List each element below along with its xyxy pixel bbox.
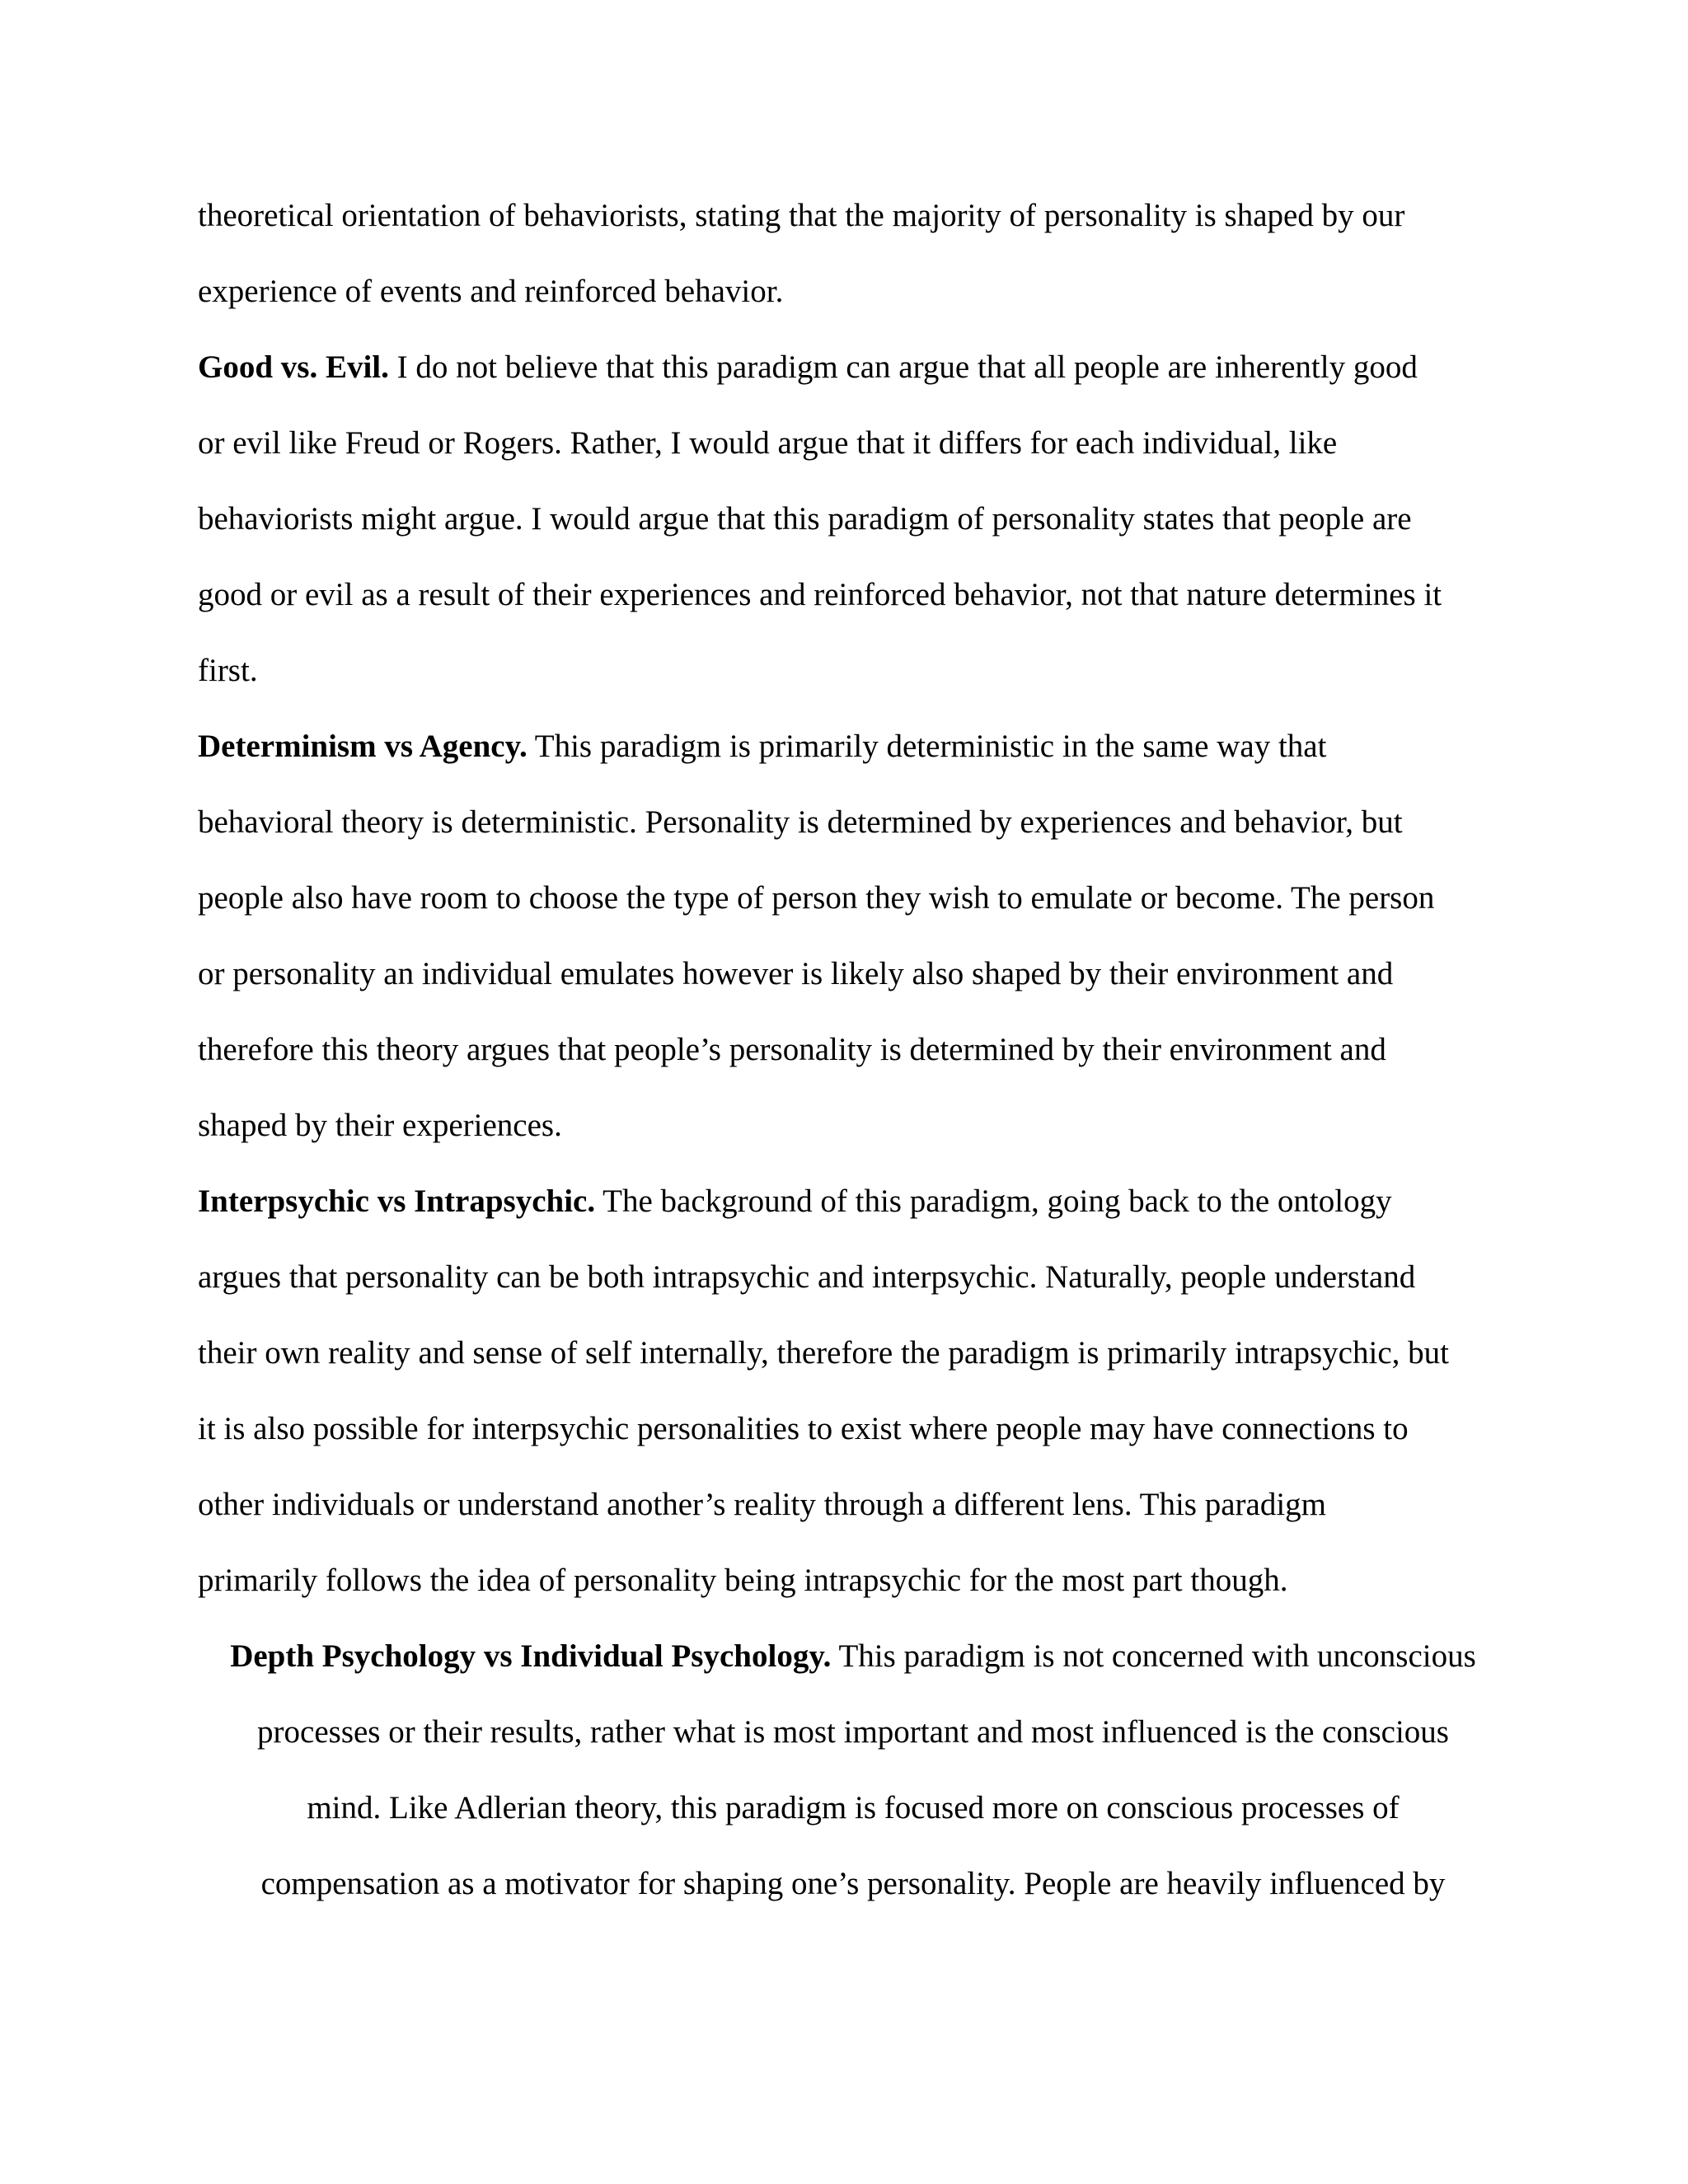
text-line: shaped by their experiences. bbox=[198, 1108, 562, 1143]
section-heading: Determinism vs Agency. bbox=[198, 729, 528, 764]
section-heading: Interpsychic vs Intrapsychic. bbox=[198, 1183, 596, 1219]
section-good-vs-evil-first-line bbox=[198, 330, 1508, 405]
text-line: people also have room to choose the type of person they wish to emulate or become. The person bbox=[198, 880, 1435, 916]
text-line: their own reality and sense of self internally, therefore the paradigm is primarily intrapsychic, but bbox=[198, 1335, 1449, 1371]
section-interpsychic-first-line bbox=[198, 1164, 1508, 1240]
text-line: processes or their results, rather what is most important and most influenced is the conscious bbox=[257, 1714, 1449, 1750]
text-line: other individuals or understand another’s reality through a different lens. This paradigm bbox=[198, 1487, 1326, 1522]
text-line: good or evil as a result of their experiences and reinforced behavior, not that nature determines it bbox=[198, 577, 1442, 612]
text-line: primarily follows the idea of personality being intrapsychic for the most part though. bbox=[198, 1563, 1288, 1598]
text-line: or personality an individual emulates however is likely also shaped by their environment and bbox=[198, 956, 1394, 991]
section-depth-psychology-first-line bbox=[198, 1619, 1508, 1694]
text-line: or evil like Freud or Rogers. Rather, I would argue that it differs for each individual, like bbox=[198, 425, 1338, 461]
text-run: The background of this paradigm, going back to the ontology bbox=[595, 1183, 1392, 1219]
section-heading: Good vs. Evil. bbox=[198, 349, 389, 385]
text-run: This paradigm is not concerned with unconscious bbox=[831, 1638, 1476, 1674]
text-line: mind. Like Adlerian theory, this paradigm is focused more on conscious processes of bbox=[307, 1790, 1400, 1825]
text-line: behavioral theory is deterministic. Personality is determined by experiences and behavior, but bbox=[198, 804, 1403, 840]
text-line: compensation as a motivator for shaping one’s personality. People are heavily influenced by bbox=[260, 1866, 1446, 1901]
text-run: I do not believe that this paradigm can argue that all people are inherently good bbox=[388, 349, 1418, 385]
text-line: experience of events and reinforced behavior. bbox=[198, 274, 784, 309]
text-line: first. bbox=[198, 653, 258, 688]
text-line: it is also possible for interpsychic personalities to exist where people may have connections to bbox=[198, 1411, 1409, 1446]
body-text bbox=[198, 178, 1508, 1922]
text-line: therefore this theory argues that people’s personality is determined by their environment and bbox=[198, 1032, 1386, 1067]
text-line: behaviorists might argue. I would argue that this paradigm of personality states that people are bbox=[198, 501, 1412, 537]
section-heading: Depth Psychology vs Individual Psychology. bbox=[230, 1638, 832, 1674]
text-line: argues that personality can be both intrapsychic and interpsychic. Naturally, people understand bbox=[198, 1259, 1416, 1295]
text-run: This paradigm is primarily deterministic in the same way that bbox=[527, 729, 1327, 764]
text-line: theoretical orientation of behaviorists, stating that the majority of personality is shaped by our bbox=[198, 198, 1405, 233]
section-determinism-first-line bbox=[198, 709, 1508, 785]
